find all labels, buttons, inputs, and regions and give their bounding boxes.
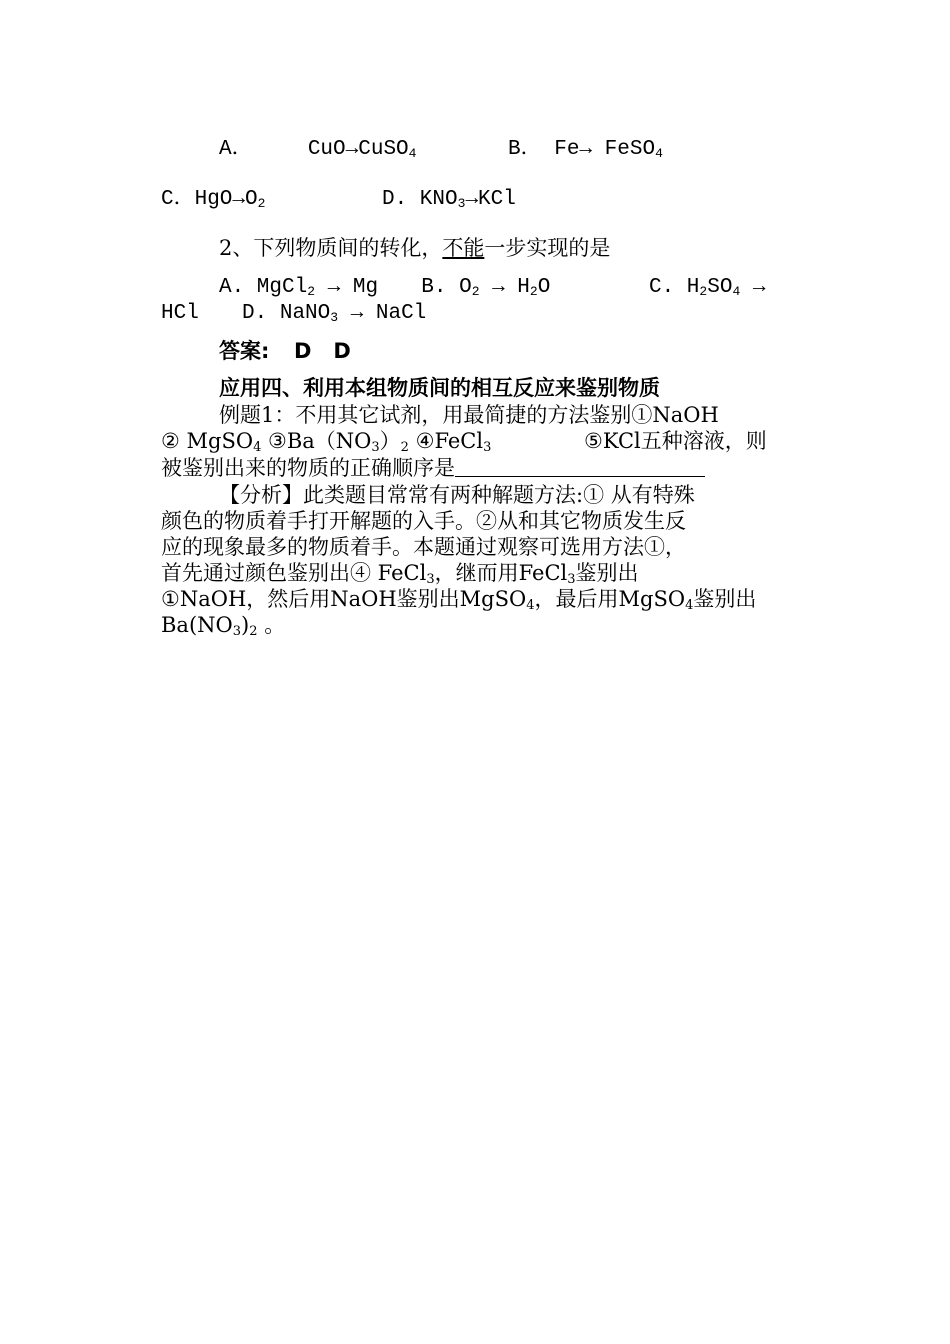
example-line-2-end: ⑤KCl五种溶液，则: [584, 429, 767, 453]
option-d-text: D. KNO: [382, 188, 458, 211]
option-b-label: B．: [508, 138, 542, 161]
example-line-2: [161, 429, 491, 453]
option-c-text: C．HgO→O: [161, 188, 258, 211]
subscript: 2: [257, 196, 266, 211]
subscript: 3: [567, 572, 576, 587]
subscript: 2: [249, 624, 258, 639]
analysis-l6a: Ba(NO: [161, 613, 233, 637]
analysis-l6b: ): [241, 613, 250, 637]
option-b-line: [508, 138, 663, 162]
analysis-l5a: ①NaOH，然后用NaOH鉴别出MgSO: [161, 587, 527, 611]
subscript: 4: [685, 598, 694, 613]
example-line-1: 例题1：不用其它试剂，用最简捷的方法鉴别①NaOH: [219, 403, 719, 427]
q2-stem-post: 一步实现的是: [484, 236, 611, 260]
q2-options-line1: [219, 276, 550, 300]
analysis-l6c: 。: [257, 613, 286, 637]
subscript: 2: [529, 284, 538, 299]
analysis-l5c: 鉴别出: [693, 587, 757, 611]
option-d-line: [382, 188, 516, 212]
q2-stem-underlined: 不能: [442, 236, 485, 260]
subscript: 3: [457, 196, 466, 211]
example-l2a: ② MgSO: [161, 429, 254, 453]
subscript: 3: [232, 624, 242, 639]
q2-stem: [219, 236, 610, 260]
example-l2d: ④FeCl: [408, 429, 484, 453]
analysis-l4b: ，继而用FeCl: [434, 561, 568, 585]
example-l3: 被鉴别出来的物质的正确顺序是: [161, 456, 455, 480]
q2-option-b-post: → H: [479, 276, 530, 299]
option-b-text2: FeSO: [604, 138, 656, 161]
q2-stem-pre: 2、下列物质间的转化，: [219, 236, 443, 260]
subscript: 4: [408, 146, 417, 161]
q2-option-c-line: [649, 276, 765, 300]
subscript: 2: [307, 284, 316, 299]
analysis-l5b: ，最后用MgSO: [534, 587, 686, 611]
option-a-text: CuO→CuSO: [307, 138, 409, 161]
example-line-3: [161, 456, 705, 480]
q2-option-d: D. NaNO: [242, 302, 331, 325]
subscript: 3: [330, 310, 339, 325]
subscript: 2: [471, 284, 480, 299]
subscript: 4: [526, 598, 535, 613]
q2-option-b-post2: O: [537, 276, 551, 299]
option-a-line: [219, 138, 416, 162]
analysis-line-1: 【分析】此类题目常常有两种解题方法:① 从有特殊: [219, 483, 695, 507]
option-b-text: Fe→: [554, 138, 593, 161]
q2-options-line2: [161, 302, 426, 326]
q2-option-a: A. MgCl: [219, 276, 308, 299]
q2-line2-pre: HCl: [161, 302, 199, 325]
subscript: 4: [655, 146, 663, 161]
example-l2c: ）: [379, 429, 401, 453]
answer-blank: [455, 456, 705, 477]
subscript: 4: [732, 284, 741, 299]
answer-line: [219, 339, 351, 363]
subscript: 4: [253, 440, 262, 455]
q2-option-a-post: → Mg: [315, 276, 379, 299]
subscript: 3: [371, 440, 380, 455]
section-title: 应用四、利用本组物质间的相互反应来鉴别物质: [219, 376, 660, 400]
q2-option-c-post2: →: [740, 276, 766, 299]
subscript: 2: [400, 440, 409, 455]
option-c-line: [161, 188, 265, 212]
analysis-line-4: [161, 561, 639, 585]
option-a-label: A．: [219, 138, 253, 161]
q2-option-b: B. O: [421, 276, 472, 299]
analysis-line-5: [161, 587, 756, 611]
subscript: 3: [483, 440, 492, 455]
example-l2b: ③Ba（NO: [261, 429, 372, 453]
q2-option-c-post: SO: [707, 276, 733, 299]
answer-values: D D: [294, 339, 351, 363]
q2-option-c: C. H: [649, 276, 700, 299]
subscript: 2: [699, 284, 708, 299]
analysis-line-6: [161, 613, 285, 637]
answer-label: 答案:: [219, 339, 270, 363]
analysis-line-2: 颜色的物质着手打开解题的入手。②从和其它物质发生反: [161, 509, 686, 533]
analysis-l4c: 鉴别出: [575, 561, 639, 585]
analysis-l4a: 首先通过颜色鉴别出④ FeCl: [161, 561, 427, 585]
option-d-text2: →KCl: [465, 188, 516, 211]
q2-option-d-post: → NaCl: [338, 302, 427, 325]
analysis-line-3: 应的现象最多的物质着手。本题通过观察可选用方法①，: [161, 535, 686, 559]
subscript: 3: [426, 572, 435, 587]
